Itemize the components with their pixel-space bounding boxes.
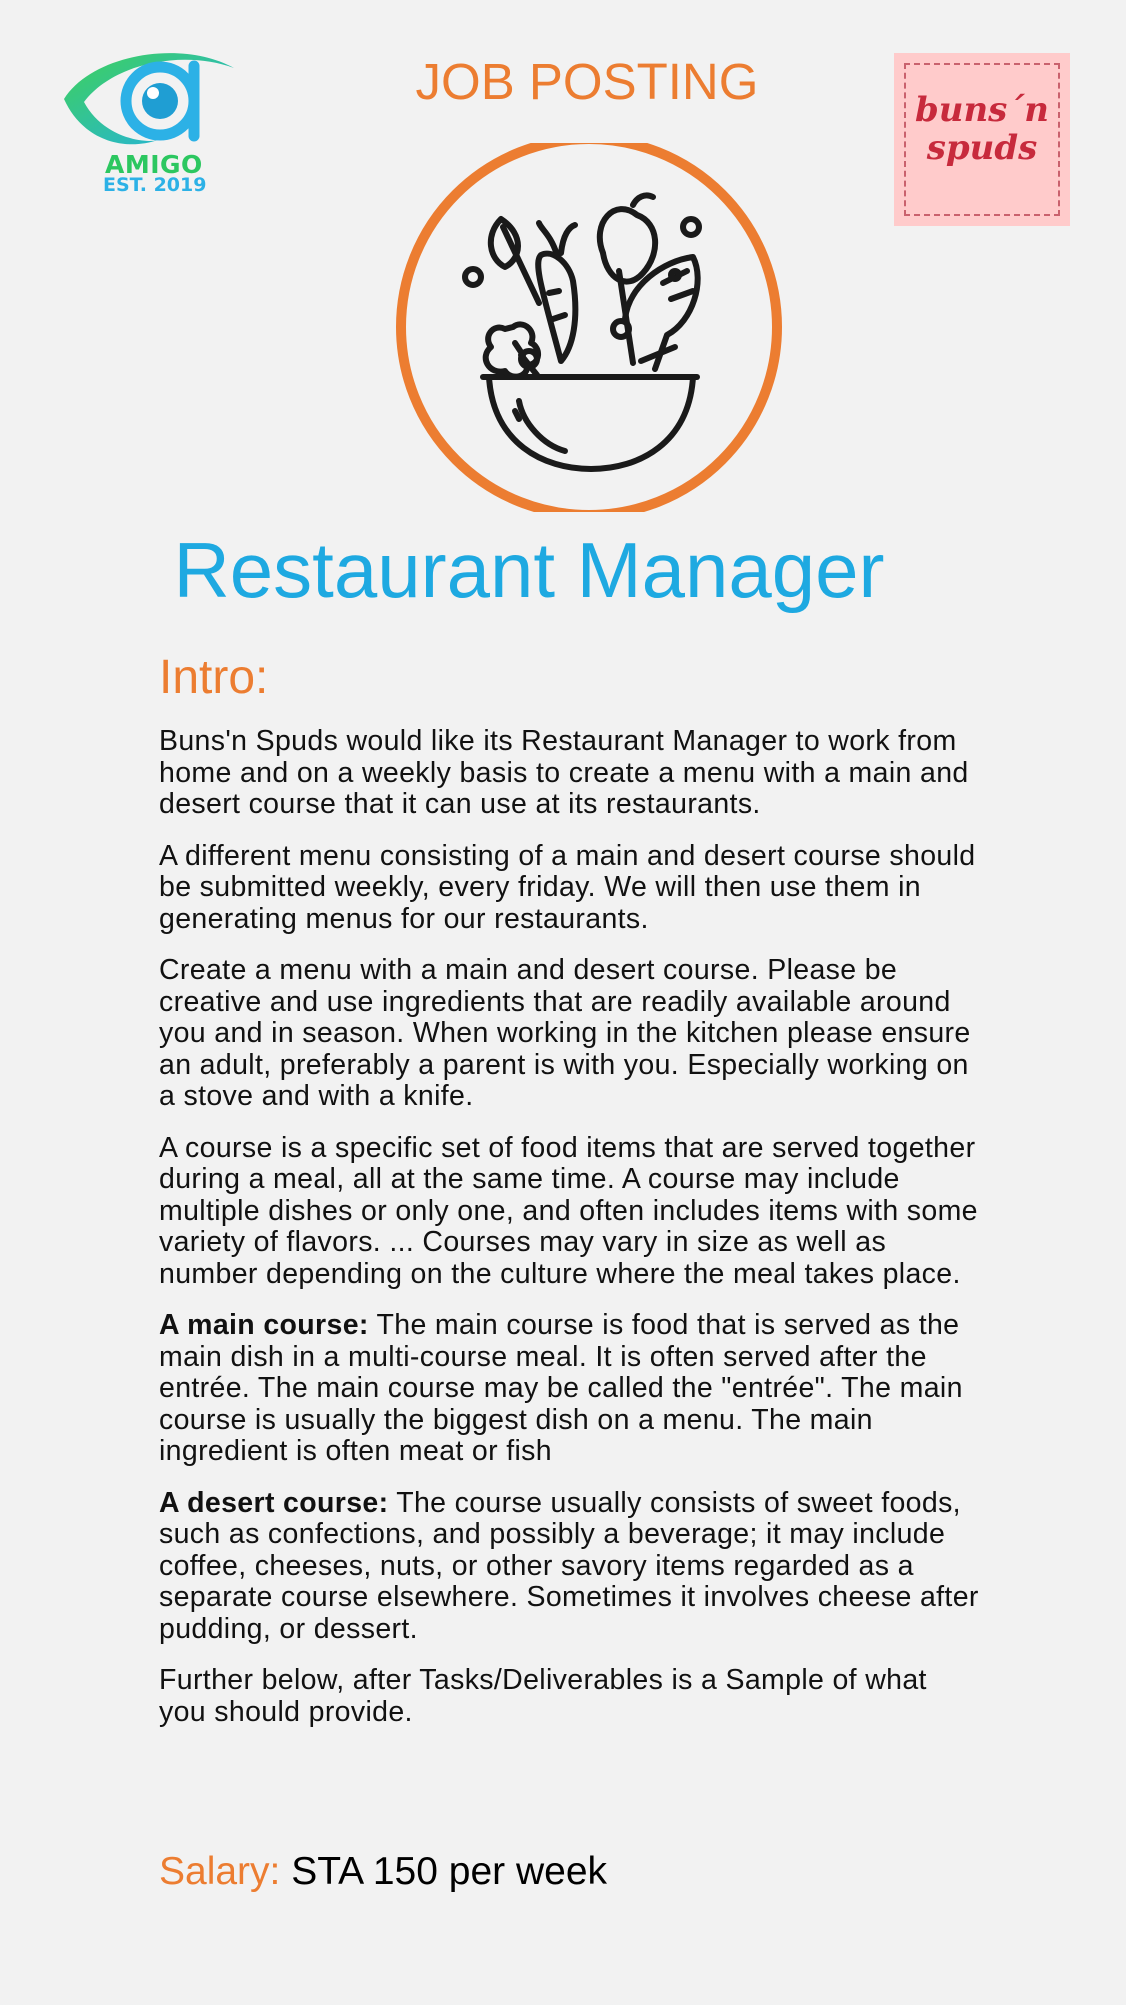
main-course-paragraph <box>159 1310 979 1468</box>
wordmark-line-1: buns´n <box>914 90 1050 130</box>
job-posting-label: JOB POSTING <box>415 53 759 110</box>
intro-paragraph: Buns'n Spuds would like its Restaurant Manager to work from home and on a weekly basis to create a menu with a main and desert course that it can use at its restaurants. <box>159 725 969 820</box>
buns-n-spuds-wordmark <box>894 91 1070 167</box>
page-title: Restaurant Manager <box>173 526 885 614</box>
desert-course-paragraph <box>159 1488 979 1646</box>
desert-course-label: A desert course: <box>159 1486 389 1519</box>
salary-label: Salary: <box>159 1850 281 1893</box>
salary-line <box>159 1850 607 1894</box>
amigo-logo-established: EST. 2019 <box>103 174 207 196</box>
intro-paragraph: Further below, after Tasks/Deliverables is a Sample of what you should provide. <box>159 1664 927 1728</box>
intro-paragraph: Create a menu with a main and desert course. Please be creative and use ingredients that are readily available around you and in season. When working in the kitchen please ensure an adult, preferably a parent is with you. Especially working on a stove and with a knife. <box>159 954 971 1112</box>
main-course-text: The main course is food that is served as the main dish in a multi-course meal. It is often served after the entrée. The main course may be called the "entrée". The main course is usually the biggest dish on a menu. The main ingredient is often meat or fish <box>159 1309 963 1467</box>
intro-body <box>159 726 979 1748</box>
buns-n-spuds-logo <box>894 53 1070 226</box>
intro-heading: Intro: <box>159 651 269 704</box>
intro-paragraph: A course is a specific set of food items that are served together during a meal, all at the same time. A course may include multiple dishes or only one, and often includes items with some variety of flavors. ... Courses may vary in size as well as number depending on the culture where the meal takes place. <box>159 1131 978 1290</box>
wordmark-line-2: spuds <box>926 128 1038 168</box>
desert-course-text: The course usually consists of sweet foods, such as confections, and possibly a beverage; it may include coffee, cheeses, nuts, or other savory items regarded as a separate course elsewhere. Sometimes it involves cheese after pudding, or dessert. <box>159 1486 979 1645</box>
salary-value: STA 150 per week <box>280 1850 608 1893</box>
salad-bowl-icon <box>393 143 785 512</box>
amigo-logo-name: AMIGO <box>105 150 203 179</box>
main-course-label: A main course: <box>159 1309 369 1341</box>
intro-paragraph: A different menu consisting of a main and desert course should be submitted weekly, every friday. We will then use them in generating menus for our restaurants. <box>159 839 976 935</box>
